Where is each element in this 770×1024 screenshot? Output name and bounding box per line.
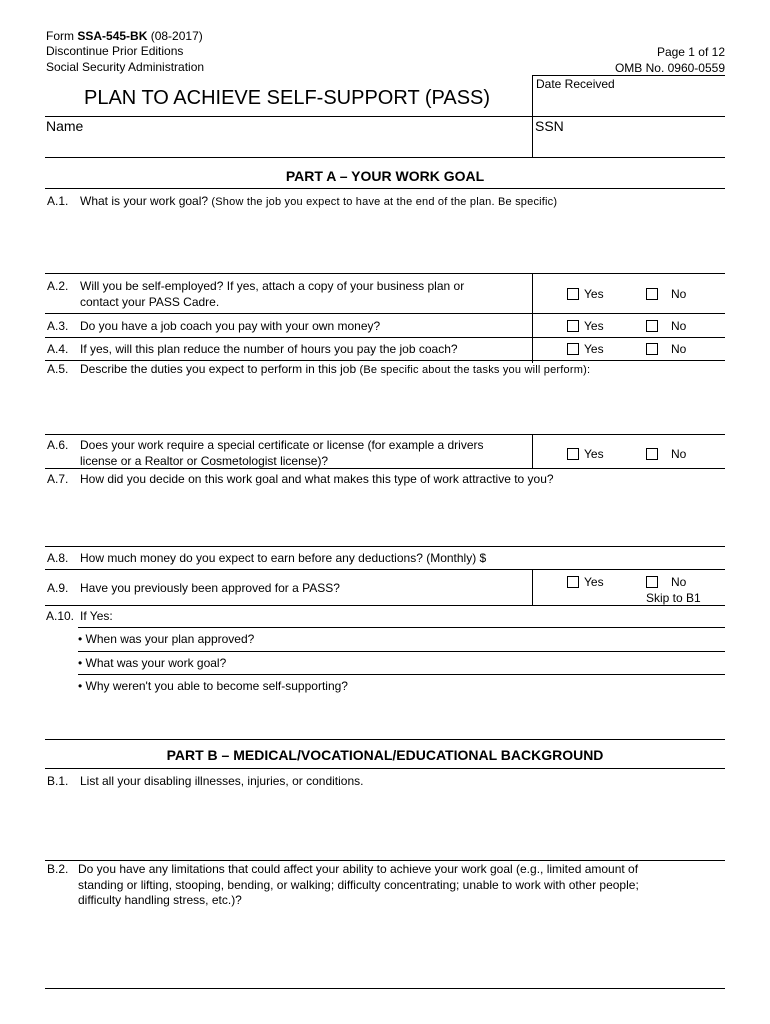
part-a-title: PART A – YOUR WORK GOAL — [285, 168, 485, 184]
a2-line1: Will you be self-employed? If yes, attach a copy of your business plan or — [80, 279, 465, 293]
a9-yes-label: Yes — [584, 575, 604, 589]
b1-answer-field[interactable] — [48, 792, 726, 860]
a2-no-checkbox[interactable] — [646, 288, 658, 300]
b2-rule — [45, 988, 725, 989]
a2-line2: contact your PASS Cadre. — [80, 295, 220, 309]
b2-answer-field[interactable] — [48, 912, 726, 988]
a8-rule — [45, 569, 725, 570]
a6-yes-label: Yes — [584, 447, 604, 461]
a4-yes-checkbox[interactable] — [567, 343, 579, 355]
a10-bullet-approved: • When was your plan approved? — [78, 632, 255, 646]
a8-amount-field[interactable] — [512, 549, 726, 569]
a5-question — [80, 361, 590, 378]
a8-number: A.8. — [47, 551, 69, 565]
part-a-end-rule — [45, 739, 725, 740]
date-received-field[interactable] — [536, 93, 726, 115]
a9-number: A.9. — [47, 581, 69, 595]
a4-question: If yes, will this plan reduce the number of hours you pay the job coach? — [80, 342, 458, 356]
a6-rule — [45, 468, 725, 469]
a2-yes-label: Yes — [584, 287, 604, 301]
a2-yes-checkbox[interactable] — [567, 288, 579, 300]
a10-work-goal-field[interactable] — [240, 654, 726, 674]
a5-rule — [45, 434, 725, 435]
a2-no-label: No — [671, 287, 687, 301]
a6-yes-checkbox[interactable] — [567, 448, 579, 460]
form-prefix: Form — [46, 29, 78, 43]
name-field[interactable] — [100, 118, 529, 154]
a7-rule — [45, 546, 725, 547]
header-rule — [533, 75, 725, 76]
a4-no-checkbox[interactable] — [646, 343, 658, 355]
a10-approved-field[interactable] — [265, 630, 726, 650]
a7-number: A.7. — [47, 472, 69, 486]
a4-number: A.4. — [47, 342, 69, 356]
a9-question: Have you previously been approved for a PASS? — [80, 581, 340, 595]
ssn-field[interactable] — [575, 118, 727, 154]
a9-no-label: No — [671, 575, 687, 589]
a9-rule — [45, 605, 725, 606]
a10-approved-rule — [78, 651, 725, 652]
page-number: Page 1 of 12 — [656, 45, 725, 59]
a4-yes-label: Yes — [584, 342, 604, 356]
b2-line3: difficulty handling stress, etc.)? — [78, 893, 242, 907]
a2-number: A.2. — [47, 279, 69, 293]
form-date: (08-2017) — [147, 29, 203, 43]
a9-skip-instruction: Skip to B1 — [646, 591, 701, 605]
a6-number: A.6. — [47, 438, 69, 452]
form-id: SSA-545-BK — [77, 29, 148, 43]
a3-yes-checkbox[interactable] — [567, 320, 579, 332]
a7-question: How did you decide on this work goal and what makes this type of work attractive to you? — [80, 472, 554, 486]
b1-question: List all your disabling illnesses, injuries, or conditions. — [80, 774, 364, 788]
a1-note: (Show the job you expect to have at the end of the plan. Be specific) — [211, 196, 558, 208]
name-rule — [45, 157, 725, 158]
a7-answer-field[interactable] — [48, 490, 726, 546]
a10-question: If Yes: — [80, 609, 113, 623]
ssn-label: SSN — [535, 118, 564, 134]
a2-rule — [45, 313, 725, 314]
part-b-rule — [45, 768, 725, 769]
a6-no-checkbox[interactable] — [646, 448, 658, 460]
a10-bullet-work-goal: • What was your work goal? — [78, 656, 227, 670]
a1-rule — [45, 273, 725, 274]
a9-divider — [532, 569, 533, 605]
a3-question: Do you have a job coach you pay with your own money? — [80, 319, 381, 333]
a9-no-checkbox[interactable] — [646, 576, 658, 588]
a3-rule — [45, 337, 725, 338]
a9-yes-checkbox[interactable] — [567, 576, 579, 588]
a10-work-goal-rule — [78, 674, 725, 675]
a1-text: What is your work goal? — [80, 194, 209, 208]
b2-number: B.2. — [47, 862, 69, 876]
a6-no-label: No — [671, 447, 687, 461]
a3-yes-label: Yes — [584, 319, 604, 333]
part-a-rule — [45, 188, 725, 189]
a8-question: How much money do you expect to earn before any deductions? (Monthly) $ — [80, 551, 487, 565]
agency-name: Social Security Administration — [46, 60, 205, 74]
a6-line1: Does your work require a special certificate or license (for example a drivers — [80, 438, 484, 452]
a10-number: A.10. — [46, 609, 75, 623]
form-title: PLAN TO ACHIEVE SELF-SUPPORT (PASS) — [84, 87, 491, 109]
b2-line2: standing or lifting, stooping, bending, or walking; difficulty concentrating; unable to work with other people; — [78, 878, 639, 892]
b1-number: B.1. — [47, 774, 69, 788]
a6-divider — [532, 434, 533, 468]
discontinue-note: Discontinue Prior Editions — [46, 44, 184, 58]
date-received-label: Date Received — [536, 77, 615, 91]
b2-line1: Do you have any limitations that could affect your ability to achieve your work goal (e.g., limited amount of — [78, 862, 639, 876]
a10-why-field[interactable] — [80, 696, 726, 738]
omb-number: OMB No. 0960-0559 — [614, 61, 725, 75]
a1-answer-field[interactable] — [48, 212, 726, 274]
a2-a4-divider — [532, 273, 533, 363]
a6-line2: license or a Realtor or Cosmetologist license)? — [80, 454, 329, 468]
a1-question — [80, 193, 557, 210]
a10-rule — [78, 627, 725, 628]
a5-text: Describe the duties you expect to perform in this job — [80, 362, 357, 376]
name-label: Name — [46, 118, 84, 134]
part-b-title: PART B – MEDICAL/VOCATIONAL/EDUCATIONAL BACKGROUND — [166, 747, 604, 763]
a5-note: (Be specific about the tasks you will perform): — [359, 364, 591, 376]
a4-no-label: No — [671, 342, 687, 356]
a5-number: A.5. — [47, 362, 69, 376]
a5-answer-field[interactable] — [48, 380, 726, 436]
a3-no-checkbox[interactable] — [646, 320, 658, 332]
a3-no-label: No — [671, 319, 687, 333]
form-number — [46, 29, 203, 43]
title-rule — [45, 116, 725, 117]
a3-number: A.3. — [47, 319, 69, 333]
a1-number: A.1. — [47, 194, 69, 208]
a10-bullet-why: • Why weren't you able to become self-supporting? — [78, 679, 348, 693]
